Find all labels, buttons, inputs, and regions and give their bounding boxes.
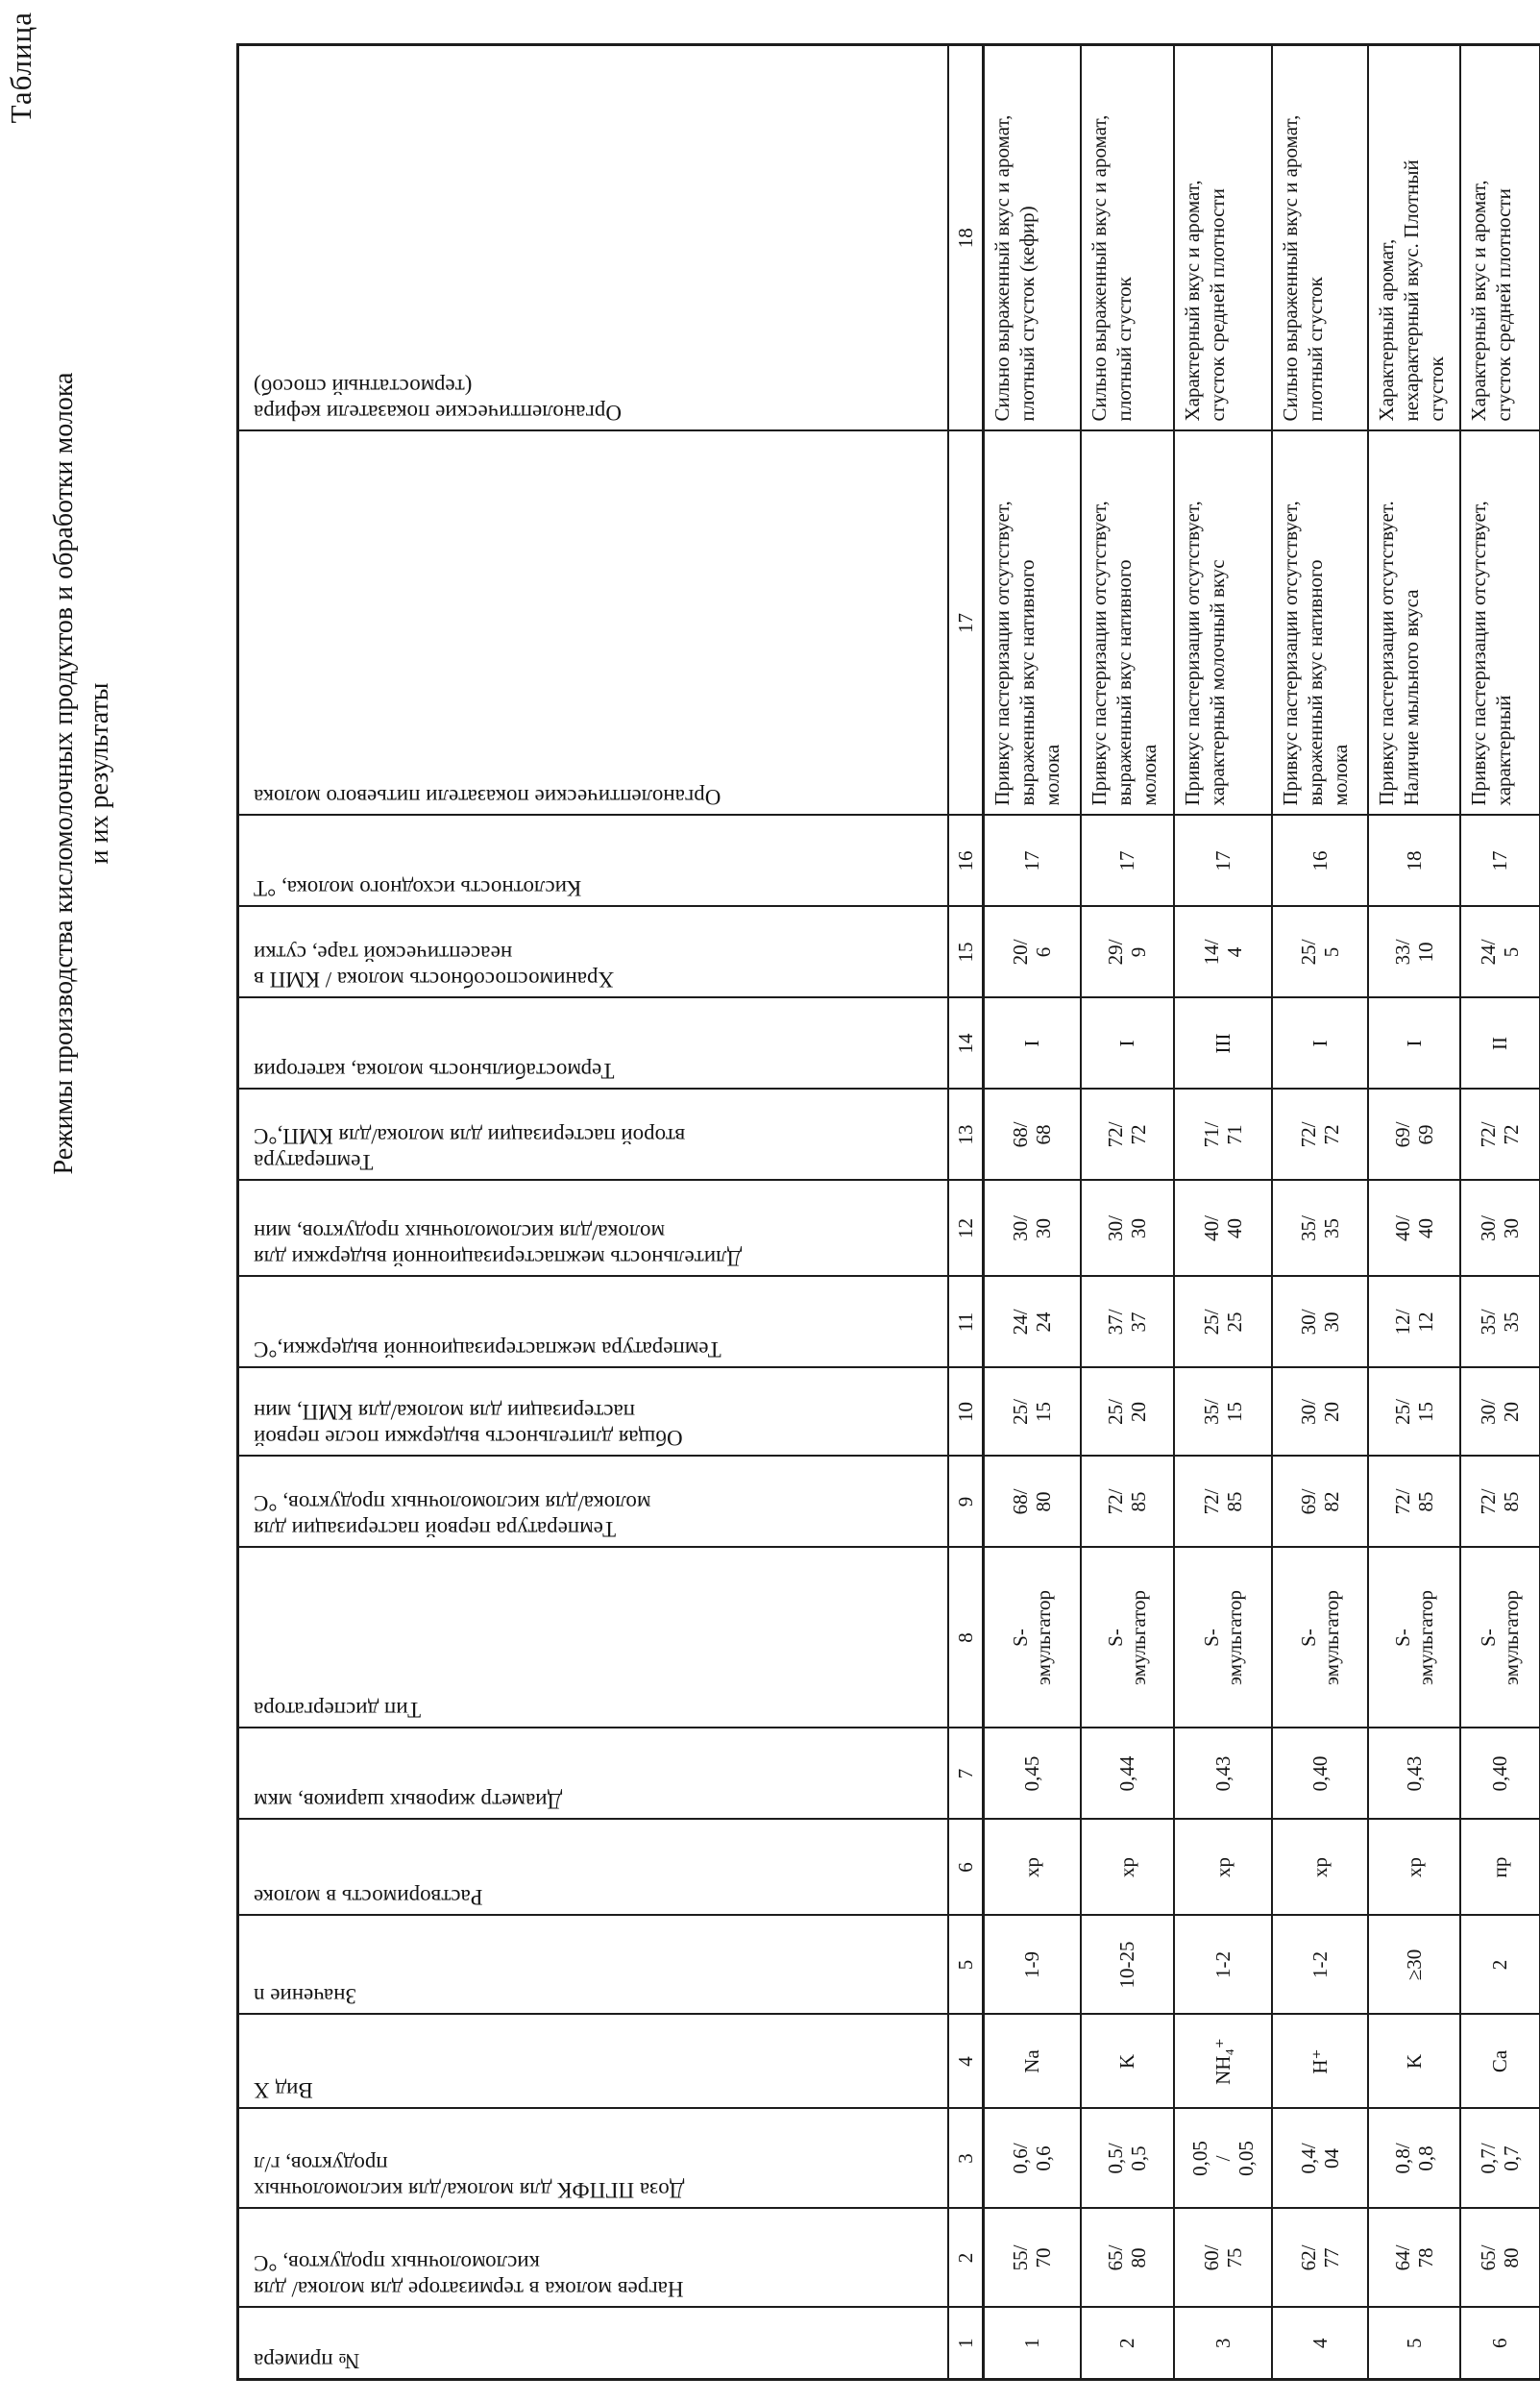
value-cell: 72/ 85 <box>1174 1457 1272 1548</box>
organoleptic-cell <box>984 431 1081 816</box>
value-cell: I <box>984 998 1081 1090</box>
organoleptic-cell <box>1081 45 1174 431</box>
value-cell: 0,8/ 0,8 <box>1368 2109 1460 2209</box>
value-cell: 72/ 85 <box>1460 1457 1540 1548</box>
organoleptic-cell <box>1368 431 1460 816</box>
column-header-5 <box>238 1916 949 2015</box>
organoleptic-cell <box>1460 431 1540 816</box>
column-number-cell: 5 <box>948 1916 984 2015</box>
example-row-4 <box>1272 45 1368 2380</box>
organoleptic-cell <box>1368 45 1460 431</box>
value-cell: 14/ 4 <box>1174 907 1272 998</box>
column-header-8 <box>238 1548 949 1728</box>
value-cell: 17 <box>1174 816 1272 907</box>
value-cell: 35/ 35 <box>1272 1181 1368 1277</box>
column-header-label: Общая длительность выдержки после первой пастеризации для молока/для КМП, мин <box>254 1400 683 1451</box>
column-number-cell: 17 <box>948 431 984 816</box>
column-header-label: Температура второй пастеризации для молока/для КМП,°С <box>254 1124 686 1175</box>
column-header-4 <box>238 2015 949 2109</box>
column-header-12 <box>238 1181 949 1277</box>
organoleptic-text: Сильно выраженный вкус и аромат, плотный сгусток <box>1087 114 1136 422</box>
value-cell: Na <box>984 2015 1081 2109</box>
example-row-5 <box>1368 45 1460 2380</box>
value-cell: 30/ 30 <box>984 1181 1081 1277</box>
value-cell: 0,43 <box>1174 1728 1272 1820</box>
value-cell: 25/ 15 <box>1368 1368 1460 1457</box>
value-cell: 68/ 68 <box>984 1090 1081 1181</box>
header-row <box>238 45 949 2380</box>
organoleptic-cell <box>1174 45 1272 431</box>
value-cell: 29/ 9 <box>1081 907 1174 998</box>
example-row-6 <box>1460 45 1540 2380</box>
value-cell: 1-2 <box>1272 1916 1368 2015</box>
value-cell: 10-25 <box>1081 1916 1174 2015</box>
column-header-label: Температура первой пастеризации для молока/для кисломолочных продуктов, °С <box>254 1491 651 1542</box>
value-cell: 72/ 72 <box>1272 1090 1368 1181</box>
column-header-15 <box>238 907 949 998</box>
organoleptic-cell <box>1460 45 1540 431</box>
column-header-label: Тип диспергатора <box>254 1698 422 1723</box>
organoleptic-text: Характерный вкус и аромат, сгусток средней плотности <box>1466 180 1515 422</box>
value-cell: I <box>1368 998 1460 1090</box>
column-header-18 <box>238 45 949 431</box>
column-number-cell: 11 <box>948 1277 984 1368</box>
data-table <box>236 43 1540 2381</box>
value-cell: 62/ 77 <box>1272 2209 1368 2308</box>
column-number-cell: 13 <box>948 1090 984 1181</box>
value-cell: 0,05 / 0,05 <box>1174 2109 1272 2209</box>
organoleptic-text: Привкус пастеризации отсутствует, выраженный вкус нативного молока <box>990 501 1063 806</box>
organoleptic-text: Характерный вкус и аромат, сгусток средней плотности <box>1180 180 1229 422</box>
example-row-2 <box>1081 45 1174 2380</box>
column-header-label: Значение n <box>254 1984 356 2009</box>
value-cell: 6 <box>1460 2308 1540 2380</box>
organoleptic-cell <box>1272 431 1368 816</box>
value-cell: хр <box>1081 1820 1174 1916</box>
value-cell: 20/ 6 <box>984 907 1081 998</box>
value-cell: 64/ 78 <box>1368 2209 1460 2308</box>
value-cell: S- эмульгатор <box>1174 1548 1272 1728</box>
value-cell: 25/ 5 <box>1272 907 1368 998</box>
column-number-cell: 3 <box>948 2109 984 2209</box>
value-cell: 65/ 80 <box>1460 2209 1540 2308</box>
value-cell: 35/ 35 <box>1460 1277 1540 1368</box>
column-header-label: Термостабильность молока, категория <box>254 1059 615 1084</box>
value-cell: 0,44 <box>1081 1728 1174 1820</box>
column-header-label: Хранимоспособность молока / КМП в неасептической таре, сутки <box>254 942 615 993</box>
value-cell: ≥30 <box>1368 1916 1460 2015</box>
value-cell: 30/ 30 <box>1081 1181 1174 1277</box>
column-header-label: Диаметр жировых шариков, мкм <box>254 1789 563 1814</box>
value-cell: 68/ 80 <box>984 1457 1081 1548</box>
value-cell: 65/ 80 <box>1081 2209 1174 2308</box>
value-cell: S- эмульгатор <box>1081 1548 1174 1728</box>
value-cell: I <box>1081 998 1174 1090</box>
column-header-label: № примера <box>254 2349 360 2373</box>
column-header-13 <box>238 1090 949 1181</box>
column-header-label: Органолептические показатели кефира (термостатный способ) <box>254 375 622 426</box>
value-cell: Ca <box>1460 2015 1540 2109</box>
example-row-3 <box>1174 45 1272 2380</box>
column-header-17 <box>238 431 949 816</box>
organoleptic-text: Привкус пастеризации отсутствует, выраженный вкус нативного молока <box>1087 501 1161 806</box>
organoleptic-text: Привкус пастеризации отсутствует, выраженный вкус нативного молока <box>1278 501 1352 806</box>
value-cell: 17 <box>1081 816 1174 907</box>
caption-line-2: и их результаты <box>85 682 114 865</box>
value-cell: 5 <box>1368 2308 1460 2380</box>
column-header-label: Длительность межпастеризационной выдержки для молока/для кисломолочных продуктов, мин <box>254 1220 743 1271</box>
column-header-16 <box>238 816 949 907</box>
value-cell: пр <box>1460 1820 1540 1916</box>
value-cell: NH₄⁺ <box>1174 2015 1272 2109</box>
column-header-label: Кислотность исходного молока, °Т <box>254 876 582 901</box>
organoleptic-text: Сильно выраженный вкус и аромат, плотный сгусток (кефир) <box>990 114 1039 422</box>
column-number-cell: 4 <box>948 2015 984 2109</box>
column-header-9 <box>238 1457 949 1548</box>
organoleptic-text: Привкус пастеризации отсутствует, характерный молочный вкус <box>1180 501 1229 806</box>
value-cell: 0,4/ 04 <box>1272 2109 1368 2209</box>
organoleptic-text: Сильно выраженный вкус и аромат, плотный сгусток <box>1278 114 1327 422</box>
column-header-label: Вид X <box>254 2078 313 2103</box>
value-cell: 0,45 <box>984 1728 1081 1820</box>
organoleptic-text: Привкус пастеризации отсутствует, характерный <box>1466 501 1515 806</box>
value-cell: 24/ 5 <box>1460 907 1540 998</box>
value-cell: K <box>1368 2015 1460 2109</box>
value-cell: 2 <box>1460 1916 1540 2015</box>
column-number-cell: 10 <box>948 1368 984 1457</box>
value-cell: 0,40 <box>1272 1728 1368 1820</box>
column-number-cell: 9 <box>948 1457 984 1548</box>
column-number-cell: 18 <box>948 45 984 431</box>
value-cell: II <box>1460 998 1540 1090</box>
value-cell: S- эмульгатор <box>1460 1548 1540 1728</box>
value-cell: 1-2 <box>1174 1916 1272 2015</box>
value-cell: 4 <box>1272 2308 1368 2380</box>
column-number-cell: 8 <box>948 1548 984 1728</box>
value-cell: 17 <box>984 816 1081 907</box>
value-cell: 72/ 85 <box>1081 1457 1174 1548</box>
column-header-10 <box>238 1368 949 1457</box>
value-cell: 30/ 30 <box>1460 1181 1540 1277</box>
value-cell: 25/ 15 <box>984 1368 1081 1457</box>
column-header-2 <box>238 2209 949 2308</box>
value-cell: 72/ 72 <box>1460 1090 1540 1181</box>
value-cell: 17 <box>1460 816 1540 907</box>
value-cell: S- эмульгатор <box>1368 1548 1460 1728</box>
value-cell: 69/ 69 <box>1368 1090 1460 1181</box>
value-cell: S- эмульгатор <box>1272 1548 1368 1728</box>
value-cell: 55/ 70 <box>984 2209 1081 2308</box>
value-cell: K <box>1081 2015 1174 2109</box>
value-cell: 3 <box>1174 2308 1272 2380</box>
value-cell: 30/ 30 <box>1272 1277 1368 1368</box>
organoleptic-text: Привкус пастеризации отсутствует. Наличие мыльного вкуса <box>1374 501 1423 806</box>
column-header-3 <box>238 2109 949 2209</box>
value-cell: 0,43 <box>1368 1728 1460 1820</box>
value-cell: 0,40 <box>1460 1728 1540 1820</box>
value-cell: 2 <box>1081 2308 1174 2380</box>
column-header-label: Органолептические показатели питьевого молока <box>254 785 721 810</box>
column-number-cell: 16 <box>948 816 984 907</box>
organoleptic-cell <box>984 45 1081 431</box>
column-number-cell: 14 <box>948 998 984 1090</box>
column-number-cell: 2 <box>948 2209 984 2308</box>
value-cell: 18 <box>1368 816 1460 907</box>
value-cell: 30/ 20 <box>1460 1368 1540 1457</box>
column-header-11 <box>238 1277 949 1368</box>
column-number-row <box>948 45 984 2380</box>
value-cell: 16 <box>1272 816 1368 907</box>
column-number-cell: 6 <box>948 1820 984 1916</box>
value-cell: 40/ 40 <box>1368 1181 1460 1277</box>
organoleptic-text: Характерный аромат, нехарактерный вкус. Плотный сгусток <box>1374 159 1448 422</box>
value-cell: 37/ 37 <box>1081 1277 1174 1368</box>
value-cell: хр <box>1174 1820 1272 1916</box>
organoleptic-cell <box>1272 45 1368 431</box>
value-cell: хр <box>984 1820 1081 1916</box>
value-cell: 72/ 72 <box>1081 1090 1174 1181</box>
value-cell: S- эмульгатор <box>984 1548 1081 1728</box>
value-cell: 1 <box>984 2308 1081 2380</box>
value-cell: 33/ 10 <box>1368 907 1460 998</box>
column-header-label: Растворимость в молоке <box>254 1885 483 1910</box>
value-cell: 71/ 71 <box>1174 1090 1272 1181</box>
column-number-cell: 1 <box>948 2308 984 2380</box>
example-row-1 <box>984 45 1081 2380</box>
value-cell: 69/ 82 <box>1272 1457 1368 1548</box>
value-cell: 0,5/ 0,5 <box>1081 2109 1174 2209</box>
value-cell: 72/ 85 <box>1368 1457 1460 1548</box>
table-caption <box>46 351 117 1196</box>
value-cell: хр <box>1368 1820 1460 1916</box>
column-header-14 <box>238 998 949 1090</box>
organoleptic-cell <box>1174 431 1272 816</box>
value-cell: 25/ 20 <box>1081 1368 1174 1457</box>
value-cell: хр <box>1272 1820 1368 1916</box>
column-number-cell: 7 <box>948 1728 984 1820</box>
value-cell: 1-9 <box>984 1916 1081 2015</box>
value-cell: 60/ 75 <box>1174 2209 1272 2308</box>
column-header-1 <box>238 2308 949 2380</box>
value-cell: 12/ 12 <box>1368 1277 1460 1368</box>
column-header-label: Нагрев молока в термизаторе для молока/ для кисломолочных продуктов, °С <box>254 2251 684 2302</box>
value-cell: 25/ 25 <box>1174 1277 1272 1368</box>
value-cell: 35/ 15 <box>1174 1368 1272 1457</box>
caption-line-1: Режимы производства кисломолочных продуктов и обработки молока <box>49 372 79 1175</box>
column-header-6 <box>238 1820 949 1916</box>
column-header-label: Доза ПГПФК для молока/для кисломолочных продуктов, г/л <box>254 2152 685 2203</box>
value-cell: III <box>1174 998 1272 1090</box>
value-cell: I <box>1272 998 1368 1090</box>
value-cell: 24/ 24 <box>984 1277 1081 1368</box>
table-corner-label: Таблица <box>4 12 37 124</box>
column-header-7 <box>238 1728 949 1820</box>
column-number-cell: 15 <box>948 907 984 998</box>
value-cell: H⁺ <box>1272 2015 1368 2109</box>
organoleptic-cell <box>1081 431 1174 816</box>
column-number-cell: 12 <box>948 1181 984 1277</box>
value-cell: 30/ 20 <box>1272 1368 1368 1457</box>
value-cell: 0,6/ 0,6 <box>984 2109 1081 2209</box>
value-cell: 40/ 40 <box>1174 1181 1272 1277</box>
value-cell: 0,7/ 0,7 <box>1460 2109 1540 2209</box>
column-header-label: Температура межпастеризационной выдержки,°С <box>254 1337 721 1362</box>
